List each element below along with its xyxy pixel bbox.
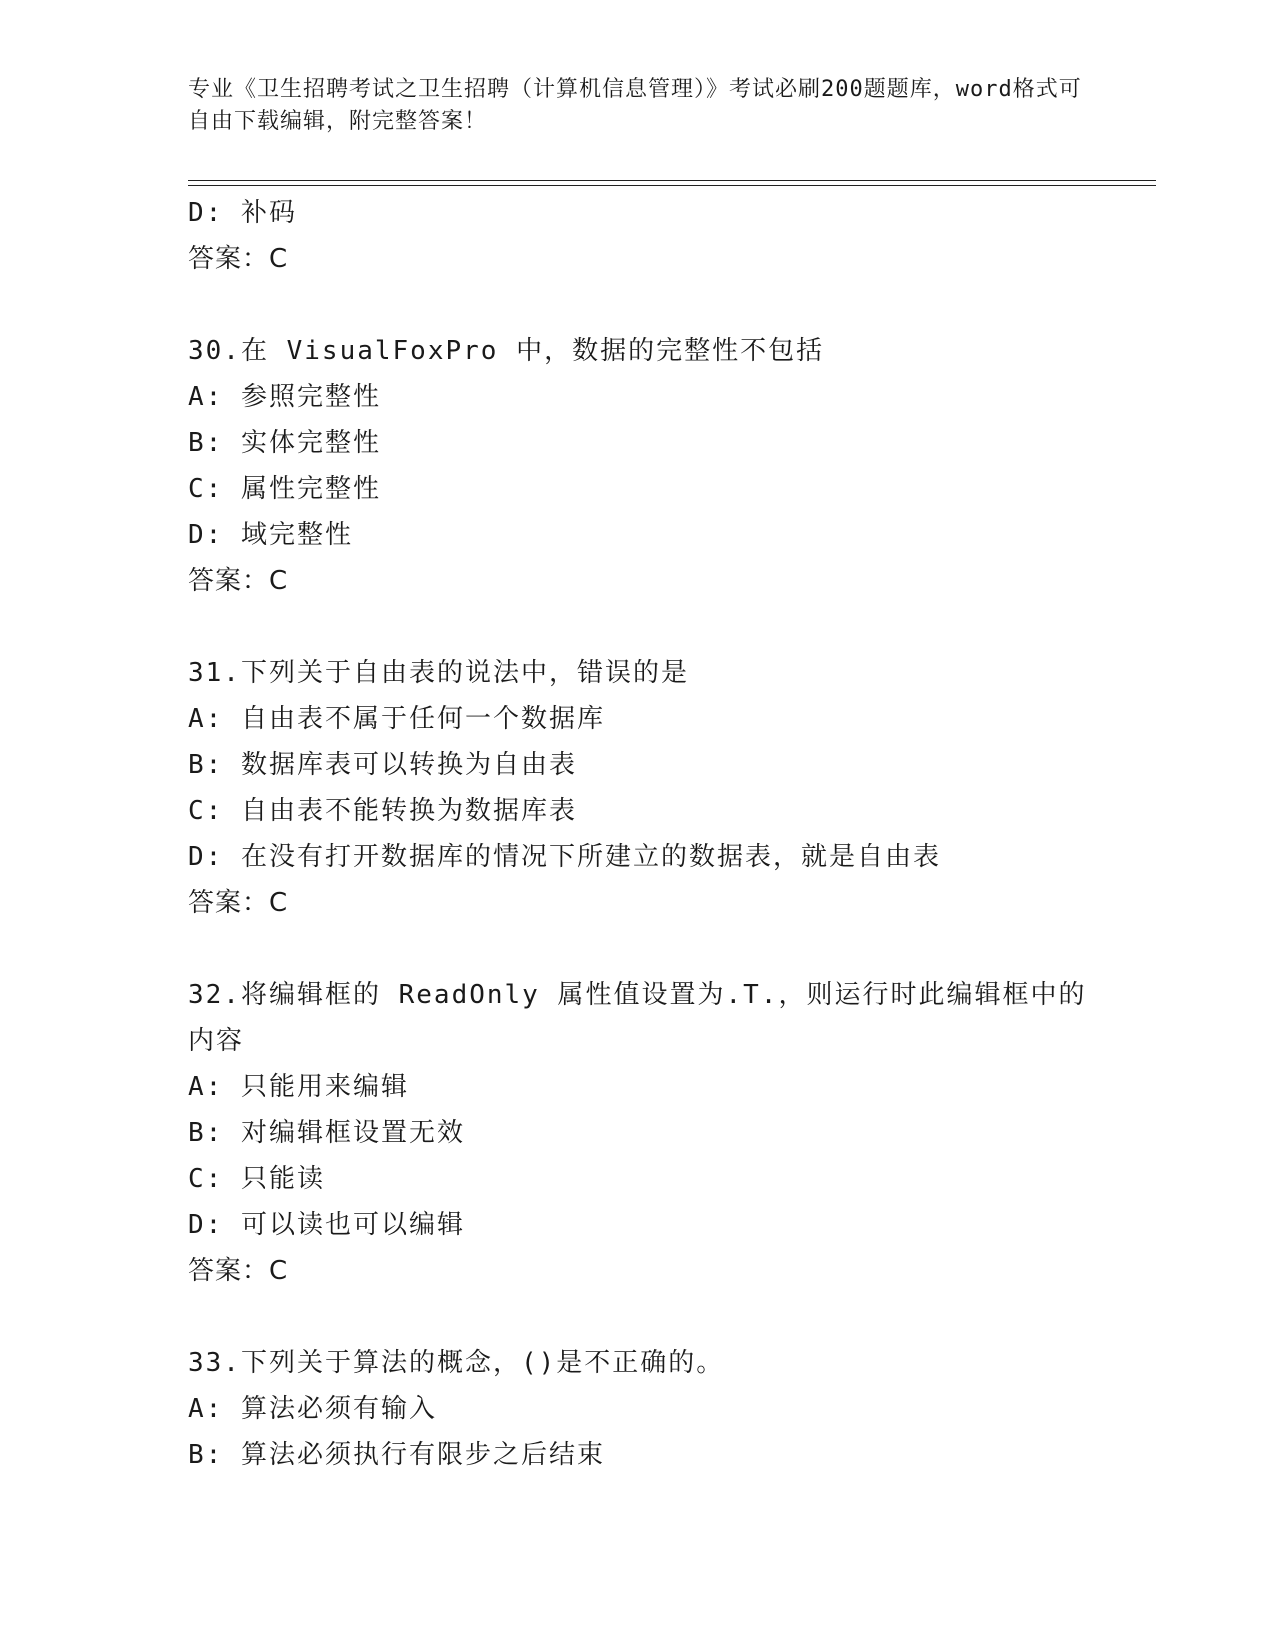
option-c: C: 属性完整性 (188, 474, 381, 504)
question-title: 30.在 VisualFoxPro 中，数据的完整性不包括 (188, 336, 825, 366)
answer-line: 答案：C (188, 244, 289, 274)
document-header (188, 74, 1088, 138)
header-divider-bottom (188, 185, 1156, 186)
question-31 (188, 650, 1148, 926)
question-33 (188, 1340, 1148, 1478)
previous-question-tail (188, 190, 1148, 282)
option-d: D: 域完整性 (188, 520, 353, 550)
option-d: D: 补码 (188, 198, 297, 228)
option-c: C: 只能读 (188, 1164, 325, 1194)
header-divider-top (188, 180, 1156, 181)
option-b: B: 算法必须执行有限步之后结束 (188, 1440, 605, 1470)
question-title: 31.下列关于自由表的说法中，错误的是 (188, 658, 689, 688)
answer-line: 答案：C (188, 1256, 289, 1286)
option-a: A: 自由表不属于任何一个数据库 (188, 704, 605, 734)
option-c: C: 自由表不能转换为数据库表 (188, 796, 577, 826)
header-text: 专业《卫生招聘考试之卫生招聘（计算机信息管理）》考试必刷200题题库，word格式可自由下载编辑，附完整答案！ (188, 77, 1082, 134)
question-title: 32.将编辑框的 ReadOnly 属性值设置为.T.，则运行时此编辑框中的内容 (188, 980, 1087, 1056)
question-content (188, 190, 1148, 1478)
option-a: A: 只能用来编辑 (188, 1072, 409, 1102)
answer-line: 答案：C (188, 888, 289, 918)
option-d: D: 在没有打开数据库的情况下所建立的数据表，就是自由表 (188, 842, 941, 872)
option-b: B: 实体完整性 (188, 428, 381, 458)
option-b: B: 对编辑框设置无效 (188, 1118, 465, 1148)
option-b: B: 数据库表可以转换为自由表 (188, 750, 577, 780)
option-a: A: 参照完整性 (188, 382, 381, 412)
answer-line: 答案：C (188, 566, 289, 596)
question-title: 33.下列关于算法的概念，()是不正确的。 (188, 1348, 725, 1378)
option-a: A: 算法必须有输入 (188, 1394, 437, 1424)
question-30 (188, 328, 1148, 604)
option-d: D: 可以读也可以编辑 (188, 1210, 465, 1240)
question-32 (188, 972, 1148, 1294)
